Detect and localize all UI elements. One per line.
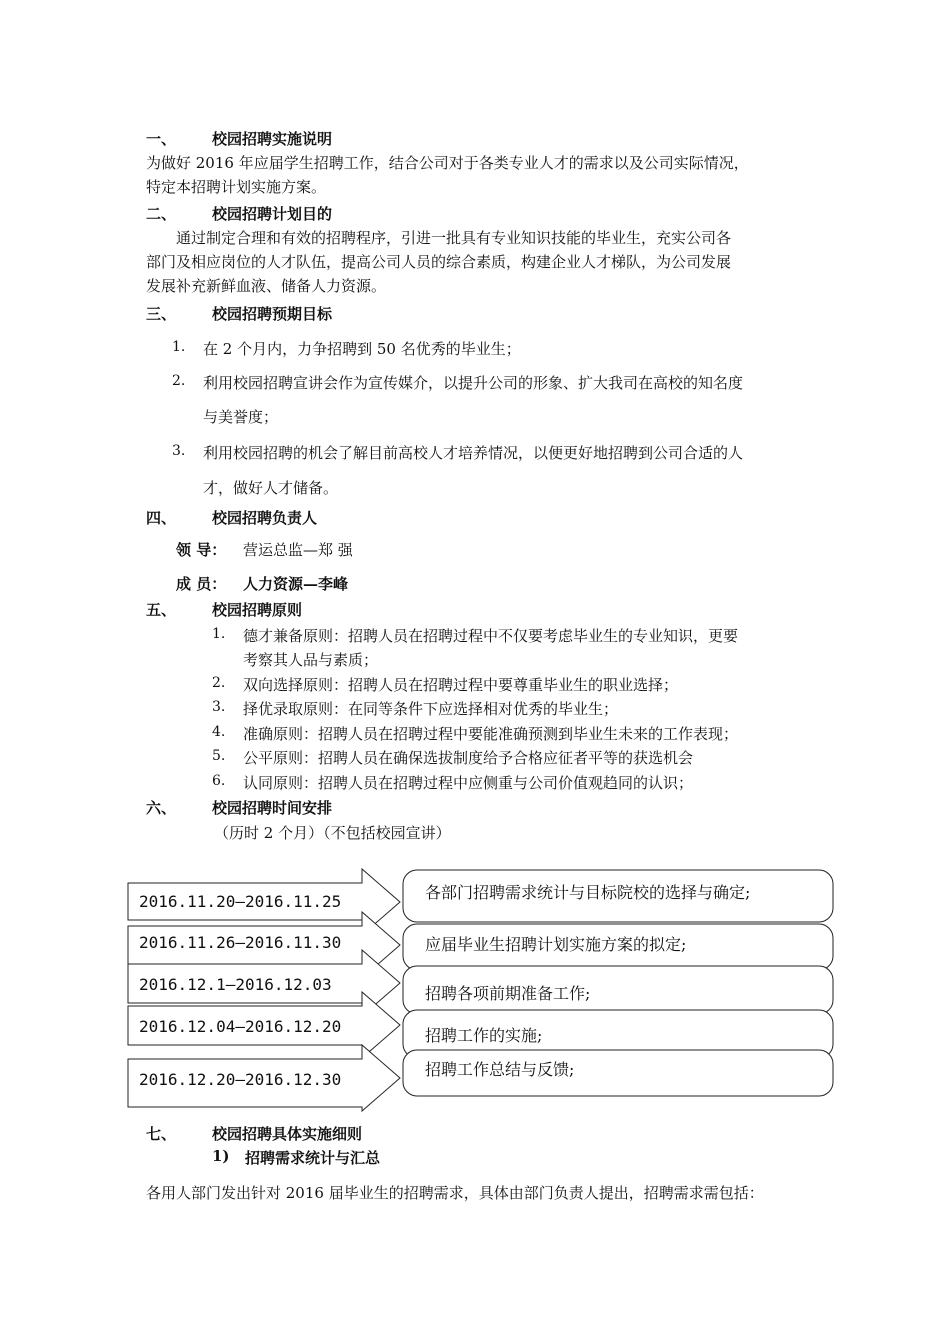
member-label: 成 员： xyxy=(176,575,227,593)
section-2-line: 部门及相应岗位的人才队伍，提高公司人员的综合素质，构建企业人才梯队，为公司发展 xyxy=(146,253,732,271)
member-value: 人力资源—李峰 xyxy=(243,575,349,593)
section-3-number: 三、 xyxy=(146,305,177,323)
goal-item-number: 3. xyxy=(172,443,186,459)
subsection-number: 1) xyxy=(212,1147,230,1165)
section-3-title: 校园招聘预期目标 xyxy=(212,305,333,323)
section-4-number: 四、 xyxy=(146,509,177,527)
section-1-number: 一、 xyxy=(146,130,177,148)
section-1-title: 校园招聘实施说明 xyxy=(212,130,333,148)
principle-text: 公平原则：招聘人员在确保选拔制度给予合格应征者平等的获选机会 xyxy=(243,749,694,767)
goal-item-number: 2. xyxy=(172,373,186,389)
timeline-task: 招聘工作的实施; xyxy=(425,1026,543,1045)
principle-number: 3. xyxy=(212,699,226,715)
section-1-line: 特定本招聘计划实施方案。 xyxy=(146,178,327,196)
timeline-task: 应届毕业生招聘计划实施方案的拟定; xyxy=(425,935,687,954)
principle-text: 考察其人品与素质； xyxy=(243,651,379,669)
timeline-date: 2016.12.04—2016.12.20 xyxy=(139,1017,342,1036)
section-2-line: 发展补充新鲜血液、储备人力资源。 xyxy=(146,277,387,295)
principle-text: 双向选择原则：招聘人员在招聘过程中要尊重毕业生的职业选择； xyxy=(243,676,679,694)
principle-text: 准确原则：招聘人员在招聘过程中要能准确预测到毕业生未来的工作表现； xyxy=(243,725,739,743)
goal-item-text: 利用校园招聘的机会了解目前高校人才培养情况，以便更好地招聘到公司合适的人 xyxy=(203,444,744,462)
timeline-task: 招聘各项前期准备工作; xyxy=(425,984,591,1003)
section-7-number: 七、 xyxy=(146,1125,177,1143)
goal-item-text: 与美誉度； xyxy=(203,408,279,426)
principle-number: 2. xyxy=(212,675,226,691)
principle-number: 5. xyxy=(212,748,226,764)
section-7-title: 校园招聘具体实施细则 xyxy=(212,1125,363,1143)
leader-value: 营运总监—郑 强 xyxy=(243,541,353,559)
timeline-task: 各部门招聘需求统计与目标院校的选择与确定; xyxy=(425,883,751,902)
section-7-body: 各用人部门发出针对 2016 届毕业生的招聘需求，具体由部门负责人提出，招聘需求需包括： xyxy=(146,1184,764,1202)
goal-item-text: 在 2 个月内，力争招聘到 50 名优秀的毕业生； xyxy=(203,340,521,358)
section-2-line: 通过制定合理和有效的招聘程序，引进一批具有专业知识技能的毕业生，充实公司各 xyxy=(176,229,732,247)
timeline-date: 2016.12.1—2016.12.03 xyxy=(139,975,332,994)
section-1-line: 为做好 2016 年应届学生招聘工作，结合公司对于各类专业人才的需求以及公司实际情况， xyxy=(146,154,749,172)
timeline-date: 2016.11.20—2016.11.25 xyxy=(139,892,342,911)
section-5-number: 五、 xyxy=(146,601,177,619)
section-2-title: 校园招聘计划目的 xyxy=(212,205,333,223)
principle-number: 4. xyxy=(212,724,226,740)
leader-label: 领 导： xyxy=(176,541,227,559)
principle-number: 1. xyxy=(212,626,226,642)
principle-text: 德才兼备原则：招聘人员在招聘过程中不仅要考虑毕业生的专业知识，更要 xyxy=(243,627,739,645)
section-6-title: 校园招聘时间安排 xyxy=(212,799,333,817)
section-5-title: 校园招聘原则 xyxy=(212,601,303,619)
timeline-date: 2016.12.20—2016.12.30 xyxy=(139,1070,342,1089)
goal-item-text: 利用校园招聘宣讲会作为宣传媒介，以提升公司的形象、扩大我司在高校的知名度 xyxy=(203,374,744,392)
principle-text: 择优录取原则：在同等条件下应选择相对优秀的毕业生； xyxy=(243,700,619,718)
principle-number: 6. xyxy=(212,773,226,789)
section-2-number: 二、 xyxy=(146,205,177,223)
goal-item-text: 才，做好人才储备。 xyxy=(203,479,339,497)
section-4-title: 校园招聘负责人 xyxy=(212,509,318,527)
principle-text: 认同原则：招聘人员在招聘过程中应侧重与公司价值观趋同的认识； xyxy=(243,774,694,792)
section-6-number: 六、 xyxy=(146,799,177,817)
timeline-task: 招聘工作总结与反馈; xyxy=(425,1060,575,1079)
subsection-title: 招聘需求统计与汇总 xyxy=(245,1149,381,1167)
schedule-note: （历时 2 个月）（不包括校园宣讲） xyxy=(214,824,451,842)
timeline-date: 2016.11.26—2016.11.30 xyxy=(139,933,342,952)
goal-item-number: 1. xyxy=(172,339,186,355)
